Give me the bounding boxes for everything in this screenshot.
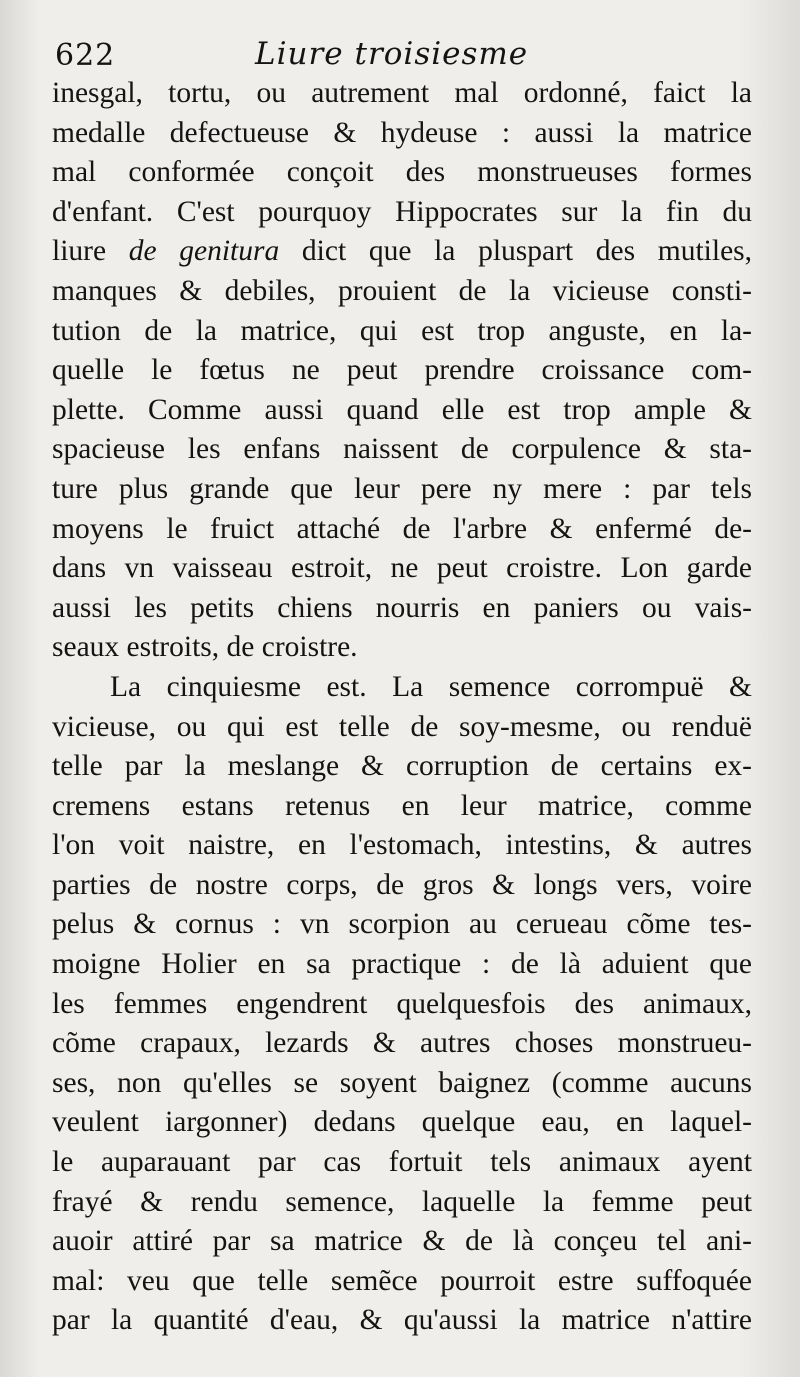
text-line: le auparauant par cas fortuit tels animaux ayent: [52, 1146, 752, 1179]
running-title: Liure troisiesme: [255, 36, 529, 72]
text-line: l'on voit naistre, en l'estomach, intestins, & autres: [52, 829, 752, 862]
text-line: cõme crapaux, lezards & autres choses monstrueu-: [52, 1027, 752, 1060]
text-line: pelus & cornus : vn scorpion au cerueau cõme tes-: [52, 908, 752, 941]
text-line: moigne Holier en sa practique : de là aduient que: [52, 948, 752, 981]
text-line: frayé & rendu semence, laquelle la femme peut: [52, 1185, 752, 1218]
italic-title: de genitura: [128, 235, 280, 268]
text-line: [52, 232, 752, 272]
text-line: mal: veu que telle semẽce pourroit estre suffoquée: [52, 1264, 752, 1297]
text-line: parties de nostre corps, de gros & longs vers, voire: [52, 868, 752, 901]
text-line: tution de la matrice, qui est trop anguste, en la-: [52, 314, 752, 347]
text-line: vicieuse, ou qui est telle de soy-mesme, ou renduë: [52, 710, 752, 743]
text-line: par la quantité d'eau, & qu'aussi la matrice n'attire: [52, 1304, 752, 1337]
text-line: ture plus grande que leur pere ny mere : par tels: [52, 472, 752, 505]
text-line: quelle le fœtus ne peut prendre croissance com-: [52, 354, 752, 387]
text-line: seaux estroits, de croistre.: [52, 631, 358, 664]
text-line: ses, non qu'elles se soyent baignez (comme aucuns: [52, 1066, 752, 1099]
text-line: mal conformée conçoit des monstrueuses formes: [52, 156, 752, 189]
text-line: cremens estans retenus en leur matrice, comme: [52, 789, 752, 822]
text-line: veulent iargonner) dedans quelque eau, en laquel-: [52, 1106, 752, 1139]
line-text: dict que la pluspart des mutiles,: [279, 235, 752, 268]
text-line: manques & debiles, prouient de la vicieuse consti-: [52, 274, 752, 307]
text-line: medalle defectueuse & hydeuse : aussi la matrice: [52, 116, 752, 149]
text-line: auoir attiré par sa matrice & de là conçeu tel ani-: [52, 1225, 752, 1258]
text-line: telle par la meslange & corruption de certains ex-: [52, 750, 752, 783]
text-line: d'enfant. C'est pourquoy Hippocrates sur la fin du: [52, 195, 752, 228]
text-line: inesgal, tortu, ou autrement mal ordonné, faict la: [52, 77, 752, 109]
text-line: dans vn vaisseau estroit, ne peut croistre. Lon garde: [52, 552, 752, 585]
page-number: 622: [55, 38, 116, 73]
paragraph-start-line: La cinquiesme est. La semence corrompuë &: [110, 670, 752, 703]
text-line: les femmes engendrent quelquesfois des animaux,: [52, 987, 752, 1020]
text-line: spacieuse les enfans naissent de corpulence & sta-: [52, 433, 752, 466]
text-line: aussi les petits chiens nourris en paniers ou vais-: [52, 591, 752, 624]
line-text: liure: [52, 235, 129, 268]
text-line: moyens le fruict attaché de l'arbre & enfermé de-: [52, 512, 752, 545]
body-text: [52, 74, 752, 1341]
text-line: plette. Comme aussi quand elle est trop ample &: [52, 393, 752, 426]
